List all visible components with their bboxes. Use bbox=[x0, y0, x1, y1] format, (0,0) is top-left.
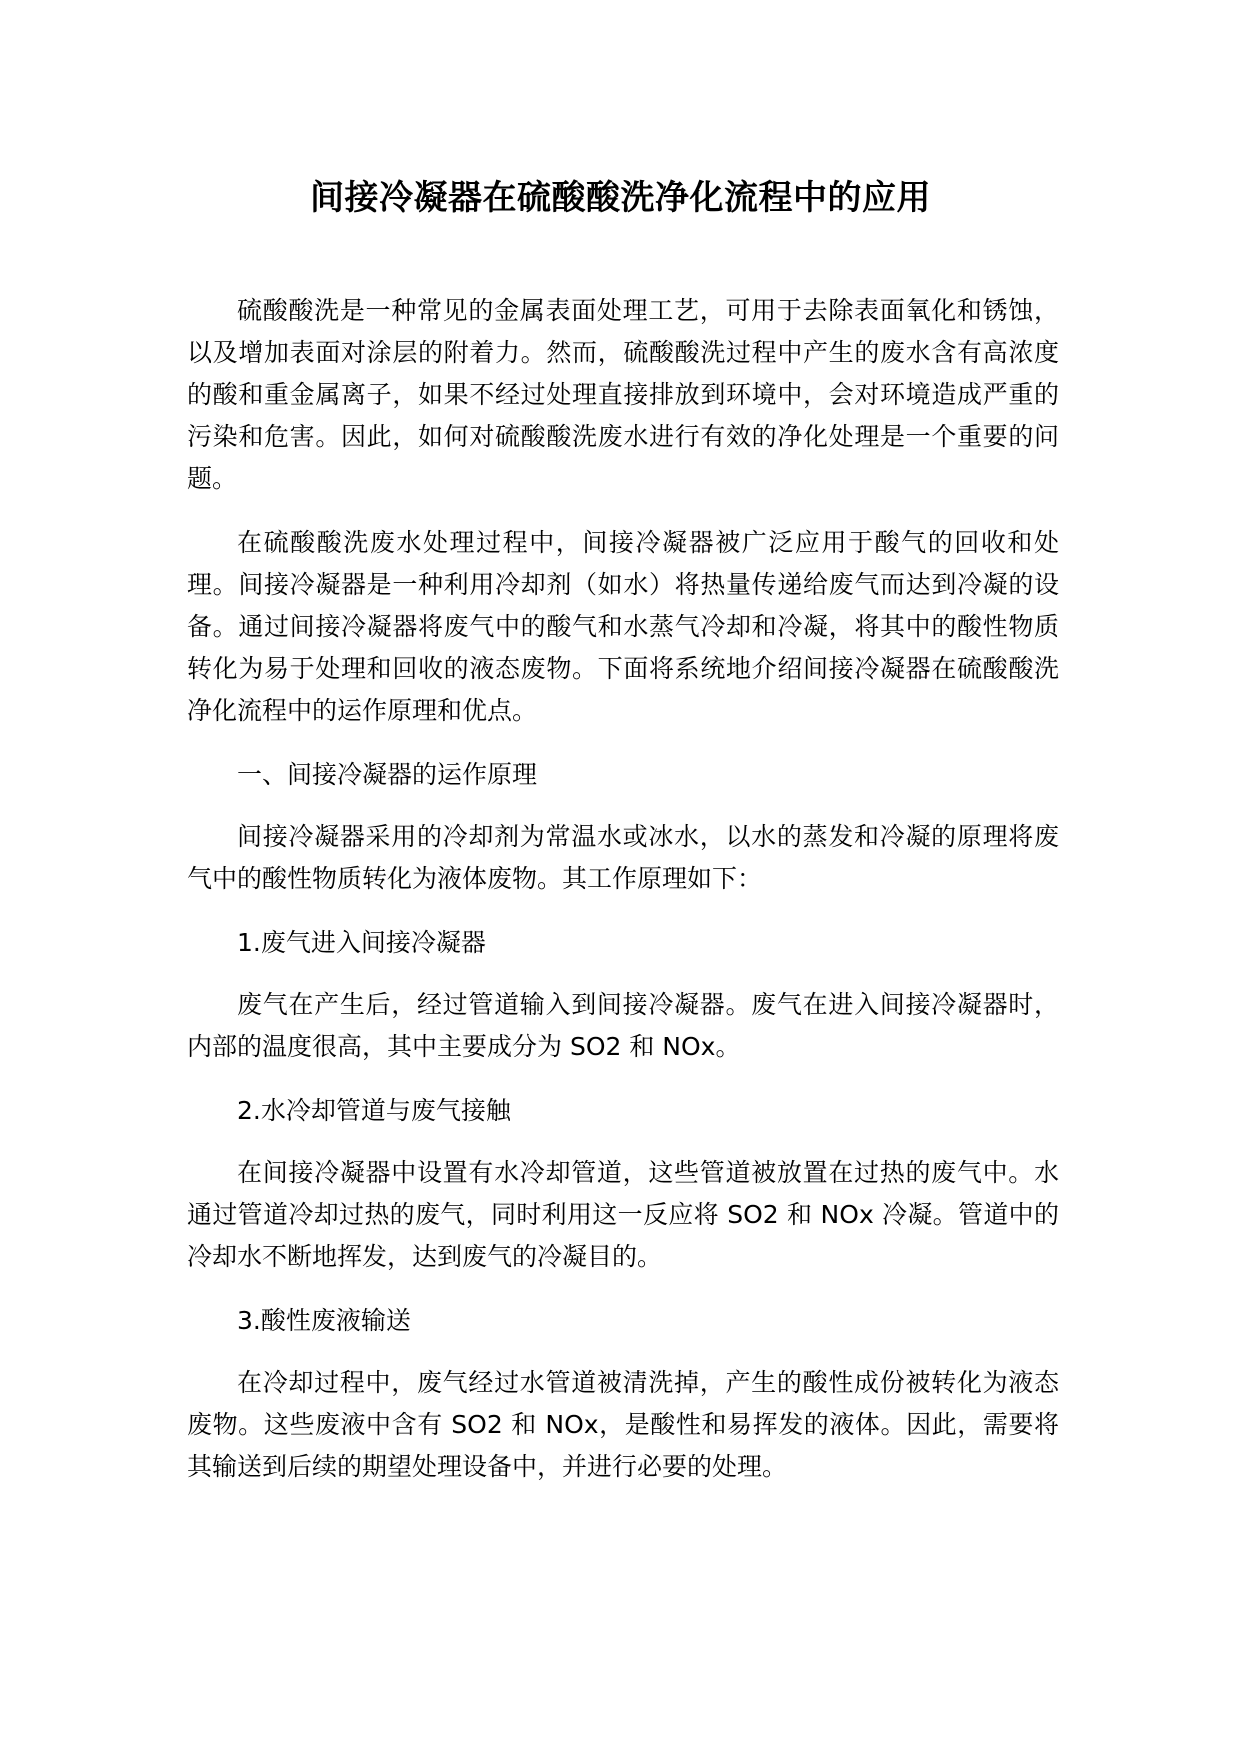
paragraph-application: 在硫酸酸洗废水处理过程中，间接冷凝器被广泛应用于酸气的回收和处理。间接冷凝器是一种利用冷却剂（如水）将热量传递给废气而达到冷凝的设备。通过间接冷凝器将废气中的酸气和水蒸气冷却和冷凝，将其中的酸性物质转化为易于处理和回收的液态废物。下面将系统地介绍间接冷凝器在硫酸酸洗净化流程中的运作原理和优点。 bbox=[187, 528, 1059, 725]
paragraph-step-1: 废气在产生后，经过管道输入到间接冷凝器。废气在进入间接冷凝器时，内部的温度很高，其中主要成分为 SO2 和 NOx。 bbox=[187, 990, 1059, 1061]
step-heading-3: 3.酸性废液输送 bbox=[237, 1306, 411, 1335]
section-heading-principle: 一、间接冷凝器的运作原理 bbox=[237, 760, 538, 789]
document-title: 间接冷凝器在硫酸酸洗净化流程中的应用 bbox=[310, 178, 931, 218]
step-heading-1: 1.废气进入间接冷凝器 bbox=[237, 928, 486, 957]
paragraph-intro: 硫酸酸洗是一种常见的金属表面处理工艺，可用于去除表面氧化和锈蚀，以及增加表面对涂层的附着力。然而，硫酸酸洗过程中产生的废水含有高浓度的酸和重金属离子，如果不经过处理直接排放到环境中，会对环境造成严重的污染和危害。因此，如何对硫酸酸洗废水进行有效的净化处理是一个重要的问题。 bbox=[187, 296, 1059, 493]
paragraph-step-3: 在冷却过程中，废气经过水管道被清洗掉，产生的酸性成份被转化为液态废物。这些废液中含有 SO2 和 NOx，是酸性和易挥发的液体。因此，需要将其输送到后续的期望处理设备中，并进行必要的处理。 bbox=[187, 1368, 1059, 1481]
paragraph-step-2: 在间接冷凝器中设置有水冷却管道，这些管道被放置在过热的废气中。水通过管道冷却过热的废气，同时利用这一反应将 SO2 和 NOx 冷凝。管道中的冷却水不断地挥发，达到废气的冷凝目的。 bbox=[187, 1158, 1059, 1271]
paragraph-principle: 间接冷凝器采用的冷却剂为常温水或冰水，以水的蒸发和冷凝的原理将废气中的酸性物质转化为液体废物。其工作原理如下： bbox=[187, 822, 1059, 893]
step-heading-2: 2.水冷却管道与废气接触 bbox=[237, 1096, 511, 1125]
document-body bbox=[187, 290, 1059, 1510]
